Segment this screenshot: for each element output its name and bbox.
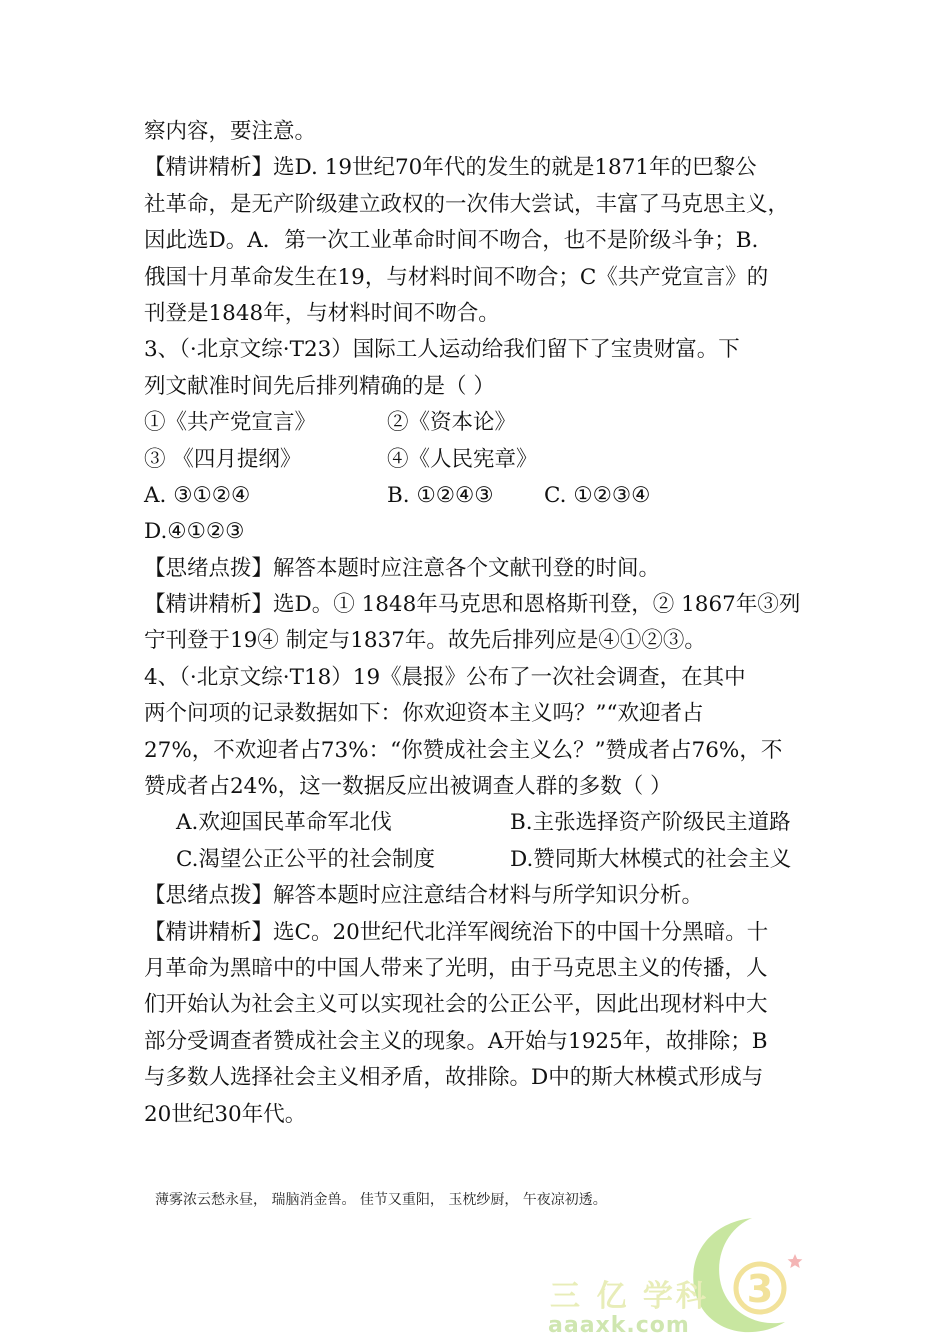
text-line: 与多数人选择社会主义相矛盾，故排除。D中的斯大林模式形成与	[144, 1065, 764, 1091]
q3-option-a: A. ③①②④	[144, 482, 251, 508]
q4-option-b: B.主张选择资产阶级民主道路	[510, 810, 791, 836]
q4-option-c: C.渴望公正公平的社会制度	[176, 846, 436, 872]
q4-options-row-2	[144, 842, 814, 878]
question-4-stem: 两个问项的记录数据如下：你欢迎资本主义吗？”“欢迎者占	[144, 701, 704, 727]
text-line: 【精讲精析】选D. 19世纪70年代的发生的就是1871年的巴黎公	[144, 155, 757, 181]
text-line: 【思绪点拨】解答本题时应注意各个文献刊登的时间。	[144, 555, 661, 581]
question-4-stem: 赞成者占24%，这一数据反应出被调查人群的多数（ ）	[144, 774, 672, 800]
q4-option-d: D.赞同斯大林模式的社会主义	[510, 846, 792, 872]
logo-url-text: aaaxk.com	[548, 1313, 690, 1338]
text-line: 【思绪点拨】解答本题时应注意结合材料与所学知识分析。	[144, 883, 704, 909]
question-3-stem: 3、（·北京文综·T23）国际工人运动给我们留下了宝贵财富。下	[144, 337, 740, 363]
q3-items-row-2	[144, 442, 814, 478]
text-line: 宁刊登于19④ 制定与1837年。故先后排列应是④①②③。	[144, 628, 706, 654]
badge-digit: 3	[746, 1267, 774, 1311]
document-body	[144, 114, 814, 1133]
q3-item-2: ②《资本论》	[387, 410, 517, 436]
text-line: 社革命，是无产阶级建立政权的一次伟大尝试，丰富了马克思主义，	[144, 191, 790, 217]
watermark-logo	[540, 1210, 810, 1340]
logo-brand-text: 三 亿 学科	[550, 1279, 709, 1314]
question-4-stem: 27%，不欢迎者占73%：“你赞成社会主义么？”赞成者占76%，不	[144, 737, 783, 763]
text-line: 俄国十月革命发生在19，与材料时间不吻合；C《共产党宣言》的	[144, 264, 769, 290]
text-line: 刊登是1848年，与材料时间不吻合。	[144, 300, 500, 326]
text-line: 月革命为黑暗中的中国人带来了光明，由于马克思主义的传播，人	[144, 955, 768, 981]
question-4-stem: 4、（·北京文综·T18）19《晨报》公布了一次社会调查，在其中	[144, 664, 746, 690]
text-line: 【精讲精析】选D。① 1848年马克思和恩格斯刊登，② 1867年③列	[144, 592, 801, 618]
q3-items-row-1	[144, 405, 814, 441]
q3-option-c: C. ①②③④	[544, 482, 651, 508]
q4-option-a: A.欢迎国民革命军北伐	[176, 810, 392, 836]
text-line: 察内容，要注意。	[144, 119, 317, 144]
q3-item-3: ③ 《四月提纲》	[144, 446, 302, 472]
q3-item-4: ④《人民宪章》	[387, 446, 538, 472]
question-3-stem: 列文献准时间先后排列精确的是（ ）	[144, 373, 495, 399]
q3-option-b: B. ①②④③	[387, 482, 494, 508]
q3-item-1: ①《共产党宣言》	[144, 410, 317, 436]
q3-options-row	[144, 478, 814, 514]
star-icon	[788, 1254, 803, 1268]
text-line: 20世纪30年代。	[144, 1101, 307, 1127]
text-line: 部分受调查者赞成社会主义的现象。A开始与1925年，故排除；B	[144, 1028, 768, 1054]
text-line: 因此选D。A．第一次工业革命时间不吻合，也不是阶级斗争；B．	[144, 228, 774, 254]
q4-options-row-1	[144, 805, 814, 841]
footer-poem: 薄雾浓云愁永昼， 瑞脑消金兽。 佳节又重阳， 玉枕纱厨， 午夜凉初透。	[155, 1192, 607, 1208]
text-line: 【精讲精析】选C。20世纪代北洋军阀统治下的中国十分黑暗。十	[144, 919, 769, 945]
text-line: 们开始认为社会主义可以实现社会的公正公平，因此出现材料中大	[144, 992, 768, 1018]
q3-option-d: D.④①②③	[144, 519, 245, 545]
